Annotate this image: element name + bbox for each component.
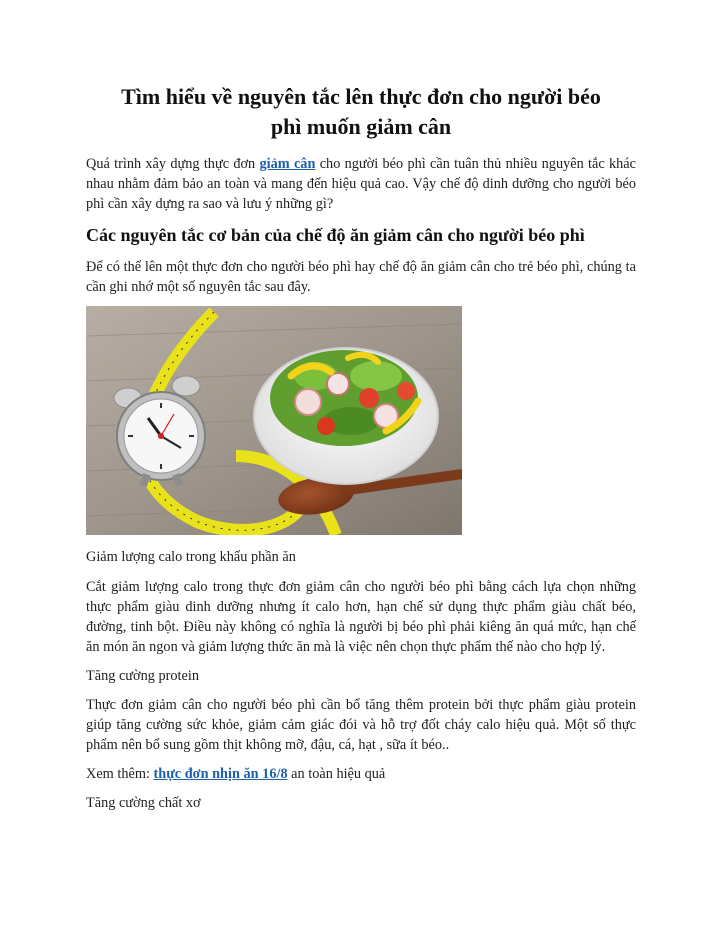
section-1-title: Giảm lượng calo trong khẩu phần ăn xyxy=(86,549,296,565)
intro-text-before: Quá trình xây dựng thực đơn xyxy=(86,156,260,172)
fasting-menu-link[interactable]: thực đơn nhịn ăn 16/8 xyxy=(153,766,288,782)
see-more-label: Xem thêm: xyxy=(86,766,154,782)
weight-loss-link[interactable]: giảm cân xyxy=(259,156,316,172)
section-3-title: Tăng cường chất xơ xyxy=(86,795,201,811)
see-more-line xyxy=(86,764,636,784)
title-line-1: Tìm hiểu về nguyên tắc lên thực đơn cho người béo xyxy=(121,84,601,109)
article-title xyxy=(86,82,636,142)
intro-text-after: cho người béo phì cần tuân thủ nhiều nguyên tắc khác nhau nhằm đảm bảo an toàn và mang đến hiệu quả cao. Vậy chế độ dinh dưỡng cho người béo phì cần xây dựng ra sao và lưu ý những gì? xyxy=(86,156,636,212)
salad-clock-photo xyxy=(86,306,462,535)
see-more-after: an toàn hiệu quả xyxy=(287,766,386,782)
intro-paragraph xyxy=(86,154,636,214)
section-1-body: Cắt giảm lượng calo trong thực đơn giảm cân cho người béo phì bằng cách lựa chọn những thực phẩm giàu dinh dưỡng nhưng ít calo hơn, hạn chế sử dụng thực phẩm giàu chất béo, đường, tinh bột. Điều này không có nghĩa là người bị béo phì phải kiêng ăn quá mức, hạn chế ăn món ăn ngon và giảm lượng thức ăn mà là việc nên chọn thực phẩm thế nào cho hợp lý. xyxy=(86,579,636,655)
section-heading: Các nguyên tắc cơ bản của chế độ ăn giảm cân cho người béo phì xyxy=(86,225,585,245)
document-page xyxy=(86,82,636,822)
section-2-body: Thực đơn giảm cân cho người béo phì cần bổ tăng thêm protein bởi thực phẩm giàu protein giúp tăng cường sức khỏe, giảm cảm giác đói và hỗ trợ đốt cháy calo hiệu quả. Một số thực phẩm nên bổ sung gồm thịt không mỡ, đậu, cá, hạt , sữa ít béo.. xyxy=(86,697,636,753)
title-line-2: phì muốn giảm cân xyxy=(270,114,452,139)
section-2-title: Tăng cường protein xyxy=(86,668,199,684)
lead-paragraph: Để có thể lên một thực đơn cho người béo phì hay chế độ ăn giảm cân cho trẻ béo phì, chúng ta cần ghi nhớ một số nguyên tắc sau đây. xyxy=(86,259,636,295)
